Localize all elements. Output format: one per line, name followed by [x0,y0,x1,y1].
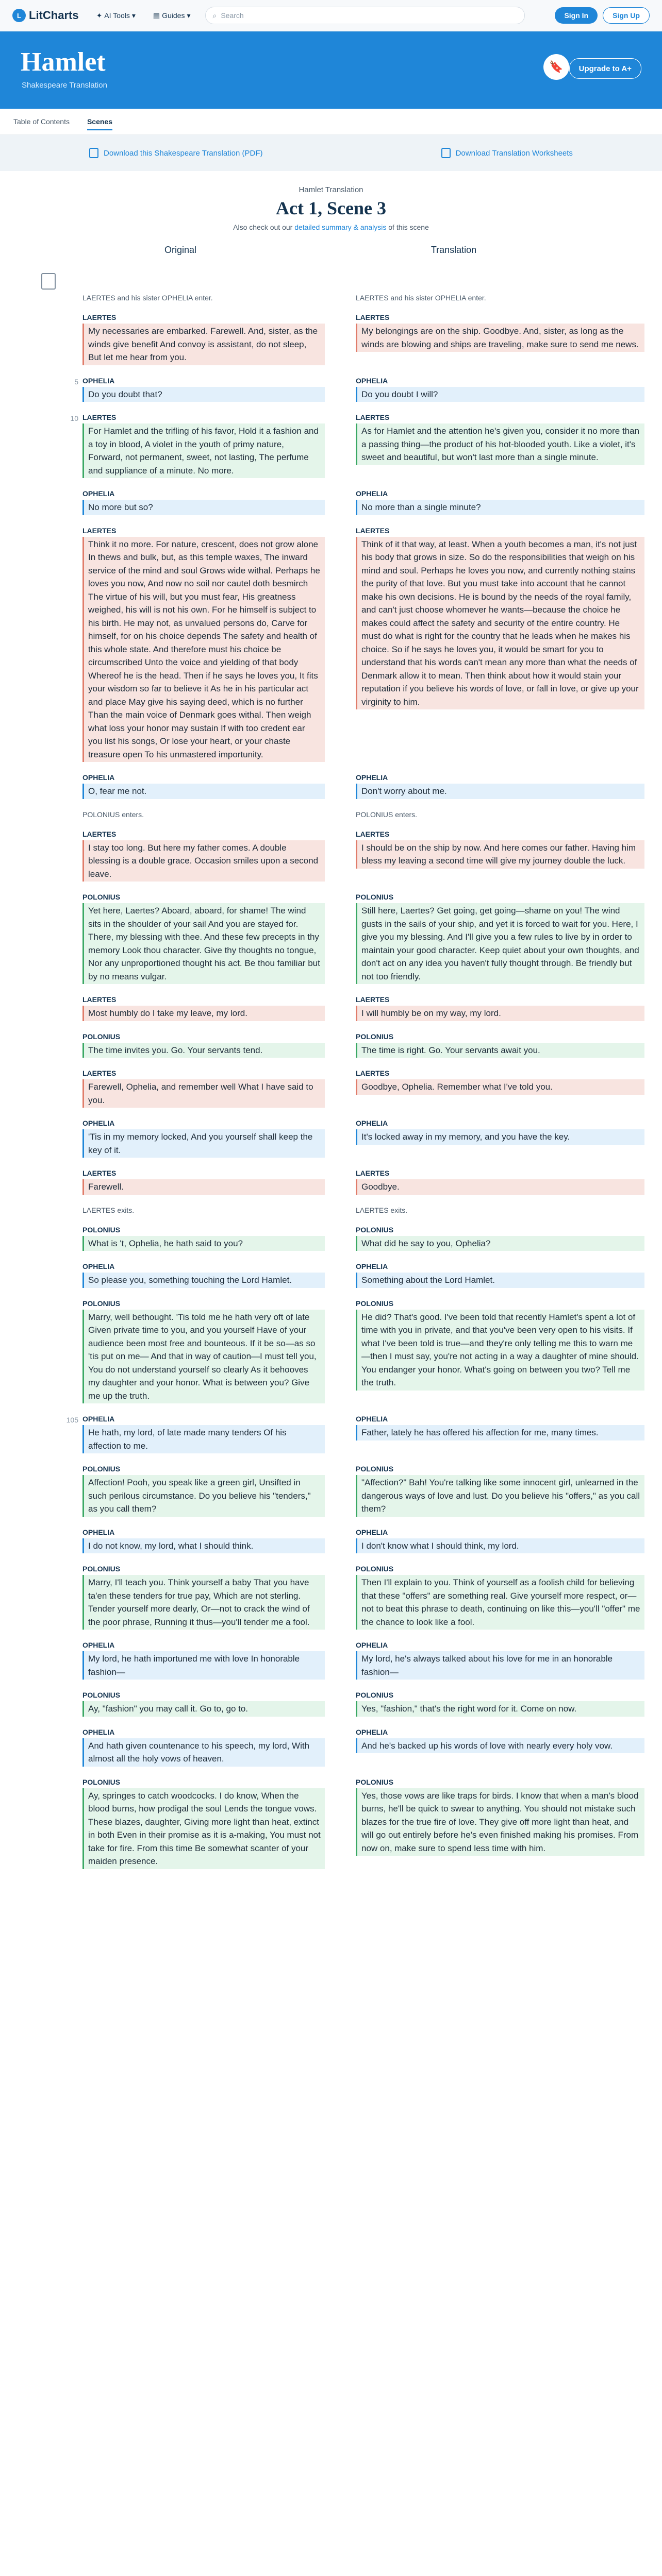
line-number-gutter [0,1169,82,1195]
section-tabs [0,109,662,135]
dialogue-block[interactable]: I do not know, my lord, what I should think. [82,1538,325,1554]
guides-menu[interactable] [153,11,191,20]
ai-tools-label: AI Tools [104,11,130,20]
speaker-name: OPHELIA [82,1528,115,1536]
dialogue-block[interactable]: I don't know what I should think, my lord. [356,1538,644,1554]
original-text [82,1032,325,1058]
line-number-gutter [0,313,82,365]
speaker-name: POLONIUS [356,1225,394,1234]
dialogue-block[interactable]: Most humbly do I take my leave, my lord. [82,1006,325,1021]
original-text [82,1299,325,1404]
dialogue-block[interactable]: Farewell, Ophelia, and remember well What I have said to you. [82,1079,325,1108]
line-number-gutter [0,995,82,1021]
speaker-name: LAERTES [82,413,117,421]
ai-tools-menu[interactable] [96,11,136,20]
sparkle-icon: ✦ [96,11,103,20]
speaker-name: LAERTES [356,995,390,1004]
original-text [82,1565,325,1630]
dialogue-block[interactable]: He hath, my lord, of late made many tenders Of his affection to me. [82,1425,325,1453]
line-number-gutter [0,1262,82,1288]
speaker-name: POLONIUS [356,1565,394,1573]
speaker-name: OPHELIA [356,1641,388,1649]
dialogue-block[interactable]: He did? That's good. I've been told that recently Hamlet's spent a lot of time with you in private, and that you've been very open to his visits. If what I've been told is true—and they're only telling me this to warn me—then I must say, you're not acting in a way a daughter of mine should. You endanger your honor. What's going on between you two? Tell me the truth. [356,1310,644,1391]
dialogue-block[interactable]: I will humbly be on my way, my lord. [356,1006,644,1021]
act-title: Act 1, Scene 3 [276,198,386,218]
translation-text [356,1299,644,1404]
script-row [0,1032,662,1058]
chevron-down-icon: ▾ [131,11,136,20]
original-text [82,995,325,1021]
stage-direction: LAERTES exits. [356,1206,408,1214]
speaker-name: LAERTES [82,313,117,321]
speaker-name: POLONIUS [82,1777,121,1786]
speaker-name: OPHELIA [356,1727,388,1736]
summary-note-suffix: of this scene [388,223,429,231]
speaker-name: OPHELIA [82,1641,115,1649]
translation-text [356,1691,644,1717]
speaker-name: OPHELIA [356,1119,388,1127]
line-number: 5 [74,377,78,386]
stage-direction: POLONIUS enters. [82,810,144,819]
script-row [0,1226,662,1251]
speaker-name: POLONIUS [82,1691,121,1699]
guides-label: Guides [162,11,185,20]
script-row [0,527,662,762]
translation-text [356,1169,644,1195]
line-number-gutter [0,810,82,819]
line-number-gutter [0,413,82,478]
audio-icon[interactable] [41,273,56,290]
original-text [82,294,325,302]
translation-text [356,1641,644,1680]
line-number-gutter [0,1299,82,1404]
translation-text [356,893,644,984]
dialogue-block[interactable]: "Affection?" Bah! You're talking like some innocent girl, unlearned in the dangerous ways of love and lust. Do you believe his "offers," as you call them? [356,1475,644,1517]
translation-column-header: Translation [431,245,477,255]
dialogue-block[interactable]: Affection! Pooh, you speak like a green girl, Unsifted in such perilous circumstance. Do you believe his "tenders," as you call them? [82,1475,325,1517]
script-row [0,1465,662,1517]
line-number-gutter [0,489,82,515]
dialogue-block[interactable]: And he's backed up his words of love with nearly every holy vow. [356,1738,644,1754]
dialogue-block[interactable]: Do you doubt I will? [356,387,644,402]
line-number: 10 [70,414,78,422]
speaker-name: POLONIUS [356,1777,394,1786]
dialogue-block[interactable]: Still here, Laertes? Get going, get going—shame on you! The wind gusts in the sails of your ship, and yet it is forced to wait for you. Here, I give you my blessing. And I'll give you a few rules to live by in order to maintain your good character. Keep quiet about your own thoughts, and don't act on any idea you haven't fully thought through. Be friendly but not too friendly. [356,903,644,984]
logo-icon: L [12,9,26,22]
translation-text [356,1226,644,1251]
line-number-gutter [0,1565,82,1630]
translation-text [356,810,644,819]
line-number-gutter [0,1206,82,1214]
speaker-name: OPHELIA [356,1528,388,1536]
speaker-name: OPHELIA [82,1119,115,1127]
translation-text [356,294,644,302]
speaker-name: LAERTES [356,1169,390,1177]
speaker-name: OPHELIA [82,489,115,498]
search-input[interactable] [205,7,525,24]
speaker-name: POLONIUS [356,893,394,901]
speaker-name: LAERTES [356,313,390,321]
summary-note-prefix: Also check out our [233,223,293,231]
script-row [0,1206,662,1214]
translation-text [356,1206,644,1214]
dialogue-block[interactable]: Goodbye. [356,1179,644,1195]
translation-text [356,773,644,799]
speaker-name: LAERTES [82,995,117,1004]
translation-text [356,1262,644,1288]
dialogue-block[interactable]: The time invites you. Go. Your servants tend. [82,1043,325,1058]
dialogue-block[interactable]: As for Hamlet and the attention he's given you, consider it no more than a passing thing—the product of his hot-blooded youth. Like a violet, it's sweet and beautiful, but won't last more than a single minute. [356,423,644,465]
script-row [0,1528,662,1554]
dialogue-block[interactable]: My belongings are on the ship. Goodbye. And, sister, as long as the winds are blowing and ships are traveling, make sure to send me news. [356,324,644,352]
top-navigation [0,0,662,31]
original-text [82,413,325,478]
line-number-gutter [0,1032,82,1058]
original-text [82,1728,325,1767]
speaker-name: LAERTES [82,1169,117,1177]
translation-text [356,830,644,882]
translation-text [356,377,644,402]
script-row [0,1415,662,1453]
original-text [82,1069,325,1108]
speaker-name: OPHELIA [356,773,388,782]
dialogue-block[interactable]: So please you, something touching the Lord Hamlet. [82,1273,325,1288]
original-text [82,773,325,799]
script-row [0,995,662,1021]
speaker-name: OPHELIA [82,1262,115,1270]
original-text [82,527,325,762]
speaker-name: LAERTES [82,829,117,838]
line-number-gutter [0,1069,82,1108]
speaker-name: POLONIUS [356,1691,394,1699]
speaker-name: OPHELIA [356,1415,388,1423]
script-row [0,1299,662,1404]
dialogue-block[interactable]: It's locked away in my memory, and you have the key. [356,1129,644,1145]
script-row [0,489,662,515]
dialogue-block[interactable]: The time is right. Go. Your servants await you. [356,1043,644,1058]
original-text [82,1528,325,1554]
translation-text [356,1565,644,1630]
tab-table-of-contents[interactable]: Table of Contents [13,117,70,126]
script-row [0,1565,662,1630]
speaker-name: POLONIUS [82,1032,121,1041]
speaker-name: POLONIUS [82,1225,121,1234]
script-row [0,773,662,799]
upgrade-button[interactable]: Upgrade to A+ [569,58,641,79]
dialogue-block[interactable]: Something about the Lord Hamlet. [356,1273,644,1288]
dialogue-block[interactable]: Goodbye, Ophelia. Remember what I've told you. [356,1079,644,1095]
translation-text [356,413,644,478]
download-icon [441,148,451,158]
original-text [82,1119,325,1158]
download-bar [0,135,662,171]
dialogue-block[interactable]: No more but so? [82,500,325,515]
sign-up-button[interactable]: Sign Up [603,7,650,24]
dialogue-block[interactable]: Yes, "fashion," that's the right word for it. Come on now. [356,1701,644,1717]
translation-text [356,1415,644,1453]
dialogue-block[interactable]: I stay too long. But here my father comes. A double blessing is a double grace. Occasion smiles upon a second leave. [82,840,325,882]
page-title: Hamlet [21,47,106,77]
download-worksheets-link[interactable] [441,148,573,158]
logo-text: LitCharts [29,9,79,22]
line-number-gutter [0,1641,82,1680]
original-text [82,830,325,882]
speaker-name: POLONIUS [82,1465,121,1473]
script-row [0,1262,662,1288]
line-number-gutter [0,1415,82,1453]
speaker-name: OPHELIA [82,376,115,385]
original-text [82,489,325,515]
speaker-name: LAERTES [356,526,390,535]
original-text [82,1226,325,1251]
script-row [0,413,662,478]
speaker-name: POLONIUS [82,1565,121,1573]
scene-header [0,171,662,231]
original-text [82,1415,325,1453]
dialogue-block[interactable]: Think it no more. For nature, crescent, does not grow alone In thews and bulk, but, as this temple waxes, The inward service of the mind and soul Grows wide withal. Perhaps he loves you now, And now no soil nor cautel doth besmirch The virtue of his will, but you must fear, His greatness weighed, his will is not his own. For he himself is subject to his birth. He may not, as unvalued persons do, Carve for himself, for on his choice depends The safety and health of this whole state. And therefore must his choice be circumscribed Unto the voice and yielding of that body Whereof he is the head. Then if he says he loves you, It fits your wisdom so far to believe it As he in his particular act and place May give his saying deed, which is no further Than the main voice of Denmark goes withal. Then weigh what loss your honor may sustain If with too credent ear you list his songs, Or lose your heart, or your chaste treasure open To his unmastered importunity. [82,537,325,762]
translation-text [356,1728,644,1767]
translation-text [356,527,644,762]
dialogue-block[interactable]: Ay, "fashion" you may call it. Go to, go to. [82,1701,325,1717]
download-pdf-link[interactable] [89,148,262,158]
dialogue-block[interactable]: 'Tis in my memory locked, And you yourself shall keep the key of it. [82,1129,325,1158]
translation-text [356,1465,644,1517]
download-pdf-label: Download this Shakespeare Translation (PDF) [104,148,263,158]
page-subtitle: Shakespeare Translation [22,81,107,90]
translation-text [356,1069,644,1108]
original-text [82,1778,325,1869]
book-icon: ▤ [153,11,160,20]
download-icon [89,148,98,158]
line-number-gutter [0,527,82,762]
speaker-name: LAERTES [356,829,390,838]
speaker-name: OPHELIA [82,1727,115,1736]
dialogue-block[interactable]: For Hamlet and the trifling of his favor, Hold it a fashion and a toy in blood, A violet in the youth of primy nature, Forward, not permanent, sweet, not lasting, The perfume and suppliance of a minute. No more. [82,423,325,478]
script-row [0,1069,662,1108]
script-row [0,377,662,402]
original-text [82,1206,325,1214]
speaker-name: OPHELIA [82,1415,115,1423]
dialogue-block[interactable]: Marry, well bethought. 'Tis told me he hath very oft of late Given private time to you, and you yourself Have of your audience been most free and bounteous. If it be so—as so 'tis put on me— And that in way of caution—I must tell you, You do not understand yourself so clearly As it behooves my daughter and your honor. What is between you? Give me up the truth. [82,1310,325,1404]
original-text [82,1641,325,1680]
script-row [0,1691,662,1717]
original-text [82,1262,325,1288]
original-text [82,1691,325,1717]
litcharts-logo[interactable] [12,9,79,22]
translation-text [356,1778,644,1869]
script-row [0,1641,662,1680]
script-row [0,313,662,365]
line-number-gutter [0,1465,82,1517]
stage-direction: LAERTES and his sister OPHELIA enter. [356,294,486,302]
dialogue-block[interactable]: My necessaries are embarked. Farewell. And, sister, as the winds give benefit And convoy is assistant, do not sleep, But let me hear from you. [82,324,325,365]
dialogue-block[interactable]: Then I'll explain to you. Think of yourself as a foolish child for believing that these "offers" are something real. Give yourself more respect, or—not to beat this phrase to death, continuing on like this—you'll "offer" me the chance to look like a fool. [356,1575,644,1630]
original-text [82,1465,325,1517]
dialogue-block[interactable]: Yes, those vows are like traps for birds. I know that when a man's blood burns, he'll be quick to swear to anything. You should not mistake such blazes for the true fire of love. They give off more light than heat, and will go out entirely before he's even finished making his promises. From now on, make sure to spend less time with him. [356,1788,644,1856]
original-column-header: Original [164,245,197,255]
bookmark-icon[interactable]: 🔖 [543,54,569,80]
speaker-name: POLONIUS [356,1299,394,1308]
line-number-gutter [0,294,82,302]
original-text [82,1169,325,1195]
dialogue-block[interactable]: I should be on the ship by now. And here comes our father. Having him bless my leaving a second time will give my journey double the luck. [356,840,644,869]
summary-link[interactable]: detailed summary & analysis [294,223,387,231]
dialogue-block[interactable]: Don't worry about me. [356,784,644,799]
line-number-gutter [0,1528,82,1554]
speaker-name: POLONIUS [356,1032,394,1041]
dialogue-block[interactable]: What is 't, Ophelia, he hath said to you? [82,1236,325,1251]
dialogue-block[interactable]: Father, lately he has offered his affection for me, many times. [356,1425,644,1440]
speaker-name: LAERTES [82,1069,117,1077]
script-row [0,810,662,819]
stage-direction: LAERTES and his sister OPHELIA enter. [82,294,213,302]
stage-direction: POLONIUS enters. [356,810,418,819]
sign-in-button[interactable]: Sign In [555,7,598,24]
translation-text [356,1528,644,1554]
script-row [0,294,662,302]
line-number-gutter [0,377,82,402]
line-number-gutter [0,773,82,799]
original-text [82,810,325,819]
hero-banner [0,31,662,109]
tab-scenes[interactable]: Scenes [87,117,112,130]
line-number-gutter [0,1691,82,1717]
script-row [0,1119,662,1158]
line-number-gutter [0,1728,82,1767]
dialogue-block[interactable]: Ay, springes to catch woodcocks. I do know, When the blood burns, how prodigal the soul Lends the tongue vows. These blazes, daughter, Giving more light than heat, extinct in both Even in their promise as it is a-making, You must not take for fire. From this time Be somewhat scanter of your maiden presence. [82,1788,325,1869]
line-number-gutter [0,893,82,984]
translation-text [356,489,644,515]
column-headers [0,245,662,256]
script-row [0,830,662,882]
dialogue-block[interactable]: What did he say to you, Ophelia? [356,1236,644,1251]
script-row [0,893,662,984]
dialogue-block[interactable]: O, fear me not. [82,784,325,799]
download-worksheets-label: Download Translation Worksheets [455,148,573,158]
speaker-name: LAERTES [356,1069,390,1077]
translation-text [356,1032,644,1058]
line-number-gutter [0,1778,82,1869]
summary-note [0,223,662,231]
speaker-name: POLONIUS [82,893,121,901]
translation-text [356,1119,644,1158]
kicker: Hamlet Translation [299,185,363,194]
search-placeholder: Search [221,11,244,20]
chevron-down-icon: ▾ [187,11,191,20]
dialogue-block[interactable]: Think of it that way, at least. When a youth becomes a man, it's not just his body that grows in size. So do the responsibilities that weigh on his mind and soul. Perhaps he loves you now, and currently nothing stains the purity of that love. But you must take into account that he cannot make his own decisions. He is bound by the needs of the royal family, and can't just choose whomever he wants—because the choice he makes could affect the safety and security of the entire country. He must do what is right for the country that he leads when he makes his choice. So if he says he loves you, it would be smart for you to understand that his words can't mean any more than what the needs of Denmark allow it to mean. Then think about how it would stain your reputation if you believe his words of love, or fall in love, or give up your virginity to him. [356,537,644,710]
dialogue-block[interactable]: No more than a single minute? [356,500,644,515]
stage-direction: LAERTES exits. [82,1206,135,1214]
speaker-name: LAERTES [82,526,117,535]
dialogue-block[interactable]: And hath given countenance to his speech, my lord, With almost all the holy vows of heaven. [82,1738,325,1767]
dialogue-block[interactable]: My lord, he hath importuned me with love In honorable fashion— [82,1651,325,1680]
speaker-name: POLONIUS [356,1465,394,1473]
dialogue-block[interactable]: Marry, I'll teach you. Think yourself a baby That you have ta'en these tenders for true pay, Which are not sterling. Tender yourself more dearly, Or—not to crack the wind of the poor phrase, Running it thus—you'll tender me a fool. [82,1575,325,1630]
speaker-name: OPHELIA [356,489,388,498]
speaker-name: POLONIUS [82,1299,121,1308]
line-number-gutter [0,1119,82,1158]
dialogue-block[interactable]: Farewell. [82,1179,325,1195]
script-body [0,294,662,1880]
original-text [82,377,325,402]
translation-text [356,995,644,1021]
original-text [82,313,325,365]
line-number-gutter [0,1226,82,1251]
speaker-name: OPHELIA [356,376,388,385]
search-icon: ⌕ [212,11,217,20]
dialogue-block[interactable]: Do you doubt that? [82,387,325,402]
script-row [0,1728,662,1767]
line-number-gutter [0,830,82,882]
script-row [0,1169,662,1195]
dialogue-block[interactable]: My lord, he's always talked about his love for me in an honorable fashion— [356,1651,644,1680]
translation-text [356,313,644,365]
speaker-name: LAERTES [356,413,390,421]
speaker-name: OPHELIA [356,1262,388,1270]
speaker-name: OPHELIA [82,773,115,782]
original-text [82,893,325,984]
dialogue-block[interactable]: Yet here, Laertes? Aboard, aboard, for shame! The wind sits in the shoulder of your sail And you are stayed for. There, my blessing with thee. And these few precepts in thy memory Look thou character. Give thy thoughts no tongue, Nor any unproportioned thought his act. Be thou familiar but by no means vulgar. [82,903,325,984]
script-row [0,1778,662,1869]
line-number: 105 [66,1416,78,1424]
